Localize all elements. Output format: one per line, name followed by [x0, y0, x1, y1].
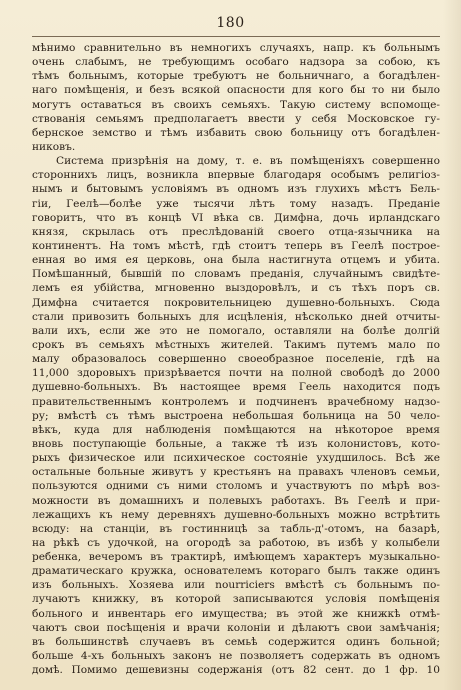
- text-line: можности въ домашнихъ и полевыхъ работахъ. Въ Геелѣ и при-: [32, 494, 440, 507]
- text-line: душевно-больныхъ. Въ настоящее время Геель находится подъ: [32, 381, 440, 394]
- text-line: бернское земство и тѣмъ избавить свою больницу отъ богадѣлен-: [32, 126, 440, 139]
- text-line: рыхъ физическое или психическое состояніе ухудшилось. Всѣ же: [32, 452, 440, 465]
- text-line: пользуются одними съ ними столомъ и участвуютъ по мѣрѣ воз-: [32, 480, 440, 493]
- text-line: континентъ. На томъ мѣстѣ, гдѣ стоитъ теперь въ Геелѣ построе-: [32, 239, 440, 252]
- text-line: больного и инвентарь его имущества; въ этой же книжкѣ отмѣ-: [32, 607, 440, 620]
- text-line: Димфна считается покровительницею душевно-больныхъ. Сюда: [32, 296, 440, 309]
- text-line: изъ больныхъ. Хозяева или nourriciers вмѣстѣ съ больнымъ по-: [32, 579, 440, 592]
- text-line: говоритъ, что въ концѣ VI вѣка св. Димфна, дочь ирландскаго: [32, 211, 440, 224]
- text-line: никовъ.: [32, 140, 76, 153]
- text-line: вновь поступающіе больные, а также тѣ изъ колонистовъ, кото-: [32, 437, 440, 450]
- text-line: вѣкъ, куда для наблюденія помѣщаются на нѣкоторое время: [32, 423, 440, 436]
- text-line: ствованія семьямъ предполагаетъ ввести у себя Московское гу-: [32, 112, 440, 125]
- text-line: лучаютъ книжку, въ которой записываются условія помѣщенія: [32, 593, 440, 606]
- text-line: могутъ оставаться въ своихъ семьяхъ. Такую систему вспомоще-: [32, 98, 440, 111]
- text-line: Помѣшанный, бывшій по словамъ преданія, случайнымъ свидѣте-: [32, 268, 440, 281]
- text-line: стали привозить больныхъ для исцѣленія, нѣсколько дней отчиты-: [32, 310, 440, 323]
- body-text: [32, 41, 440, 677]
- text-line: въ большинствѣ случаевъ въ семьѣ содержится одинъ больной;: [32, 635, 440, 648]
- text-line: всюду: на станціи, въ гостинницѣ за табль-д'-отомъ, на базарѣ,: [32, 522, 440, 535]
- header-rule: [32, 36, 440, 37]
- text-line: гіи, Геелѣ—болѣе уже тысячи лѣтъ тому назадъ. Преданіе: [32, 197, 440, 210]
- text-line: 11,000 здоровыхъ призрѣвается почти на полной свободѣ до 2000: [32, 367, 440, 380]
- text-line: драматическаго кружка, основателемъ котораго былъ также одинъ: [32, 565, 440, 578]
- text-line: нымъ и бытовымъ условіямъ въ одномъ изъ глухихъ мѣстъ Бель-: [32, 183, 440, 196]
- text-line: чаютъ свои посѣщенія и врачи колоніи и дѣлаютъ свои замѣчанія;: [32, 621, 440, 634]
- text-line: енная во имя ея церковь, она была настигнута отцемъ и убита.: [32, 254, 440, 267]
- text-line: правительственнымъ контролемъ и подчиненъ врачебному надзо-: [32, 395, 440, 408]
- text-line: стороннихъ лицъ, возникла впервые благодаря особымъ религіоз-: [32, 169, 440, 182]
- text-line: лемъ ея убійства, мгновенно выздоровѣлъ, и съ тѣхъ поръ св.: [32, 282, 440, 295]
- text-line: больше 4-хъ больныхъ законъ не позволяетъ содержать въ одномъ: [32, 650, 440, 663]
- text-line: князя, скрылась отъ преслѣдованій своего отца-язычника на: [32, 225, 440, 238]
- text-line: тѣмъ больнымъ, которые требуютъ не больничнаго, а богадѣлен-: [32, 70, 440, 83]
- text-line: ребенка, вечеромъ въ трактирѣ, имѣющемъ характеръ музыкально-: [32, 551, 440, 564]
- text-line: вали ихъ, если же это не помогало, оставляли на болѣе долгій: [32, 324, 440, 337]
- text-line: ру; вмѣстѣ съ тѣмъ выстроена небольшая больница на 50 чело-: [32, 409, 440, 422]
- text-line: остальные больные живутъ у крестьянъ на правахъ членовъ семьи,: [32, 466, 440, 479]
- text-line: домѣ. Помимо дешевизны содержанія (отъ 82 сент. до 1 фр. 10: [32, 664, 440, 677]
- page-edge-shadow: [443, 0, 461, 690]
- text-line: малу образовалось совершенно своеобразное поселеніе, гдѣ на: [32, 353, 440, 366]
- text-line: очень слабымъ, не требующимъ особаго надзора за собою, къ: [32, 56, 440, 69]
- text-line: лежащихъ къ нему деревняхъ душевно-больныхъ можно встрѣтить: [32, 508, 440, 521]
- text-line: наго помѣщенія, и безъ всякой опасности для кого бы то ни было: [32, 84, 440, 97]
- text-line: на рѣкѣ съ удочкой, на огородѣ за работою, въ избѣ у колыбели: [32, 536, 440, 549]
- text-line: Система призрѣнія на дому, т. е. въ помѣщеніяхъ совершенно: [56, 155, 440, 168]
- page-number: 180: [216, 15, 245, 31]
- text-line: срокъ въ семьяхъ мѣстныхъ жителей. Такимъ путемъ мало по: [32, 338, 440, 351]
- text-line: мѣнимо сравнительно въ немногихъ случаяхъ, напр. къ больнымъ: [32, 42, 440, 54]
